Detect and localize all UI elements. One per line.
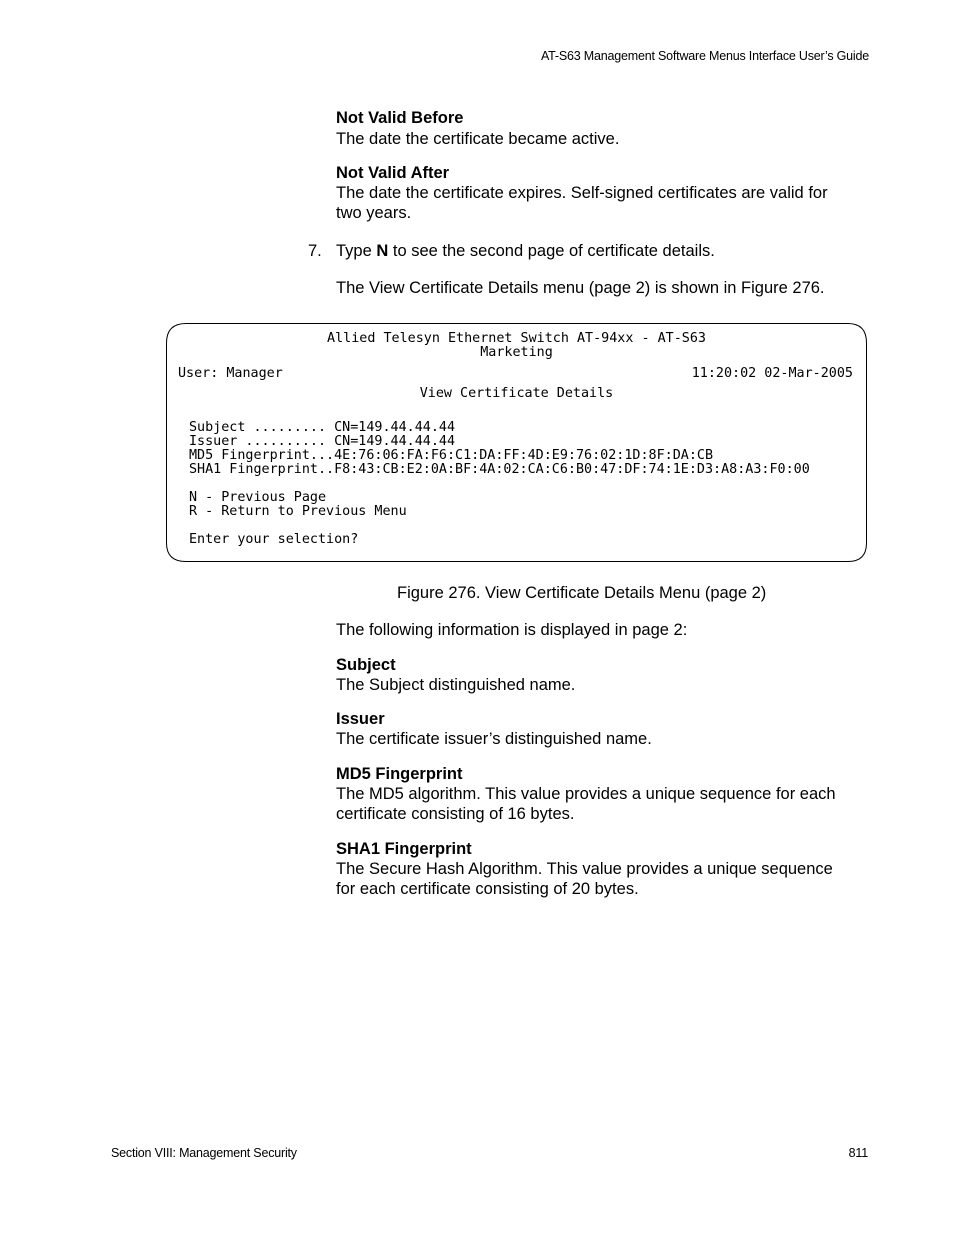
screen-issuer-line: Issuer .......... CN=149.44.44.44: [189, 434, 456, 449]
screen-timestamp: 11:20:02 02-Mar-2005: [691, 366, 853, 381]
desc-issuer: The certificate issuer’s distinguished name.: [336, 730, 652, 748]
intro-text: The following information is displayed in page 2:: [336, 621, 688, 639]
term-not-valid-after: Not Valid After: [336, 164, 450, 182]
term-subject: Subject: [336, 656, 396, 674]
desc-subject: The Subject distinguished name.: [336, 676, 576, 694]
footer-page-number: 811: [848, 1146, 868, 1160]
step-prefix: Type: [336, 242, 377, 260]
term-issuer: Issuer: [336, 710, 385, 728]
term-sha1-fingerprint: SHA1 Fingerprint: [336, 840, 472, 858]
desc-not-valid-after-cont: two years.: [336, 204, 412, 222]
screen-sha1-line: SHA1 Fingerprint..F8:43:CB:E2:0A:BF:4A:02:CA:C6:B0:47:DF:74:1E:D3:A8:A3:F0:00: [189, 462, 810, 477]
screen-option-previous-page: N - Previous Page: [189, 490, 327, 505]
screen-option-return: R - Return to Previous Menu: [189, 504, 407, 519]
term-not-valid-before: Not Valid Before: [336, 109, 464, 127]
desc-md5-fingerprint: The MD5 algorithm. This value provides a unique sequence for each: [336, 785, 836, 803]
step-note: The View Certificate Details menu (page 2) is shown in Figure 276.: [336, 279, 825, 297]
screen-md5-line: MD5 Fingerprint...4E:76:06:FA:F6:C1:DA:FF:4D:E9:76:02:1D:8F:DA:CB: [189, 448, 714, 463]
terminal-screen: [166, 323, 867, 562]
screen-menu-title: View Certificate Details: [419, 386, 614, 401]
screen-subject-line: Subject ......... CN=149.44.44.44: [189, 420, 456, 435]
running-header: AT-S63 Management Software Menus Interface User’s Guide: [540, 49, 869, 63]
desc-md5-fingerprint-cont: certificate consisting of 16 bytes.: [336, 805, 575, 823]
desc-not-valid-after: The date the certificate expires. Self-signed certificates are valid for: [336, 184, 828, 202]
term-md5-fingerprint: MD5 Fingerprint: [336, 765, 463, 783]
step-suffix: to see the second page of certificate details.: [388, 242, 715, 260]
screen-prompt: Enter your selection?: [189, 532, 359, 547]
desc-sha1-fingerprint-cont: for each certificate consisting of 20 bytes.: [336, 880, 639, 898]
step-key: N: [376, 242, 389, 260]
step-number: 7.: [308, 242, 322, 260]
screen-user-label: User: Manager: [178, 366, 283, 381]
step-instruction: [336, 241, 715, 261]
screen-title-line: Allied Telesyn Ethernet Switch AT-94xx - AT-S63: [327, 331, 706, 346]
desc-sha1-fingerprint: The Secure Hash Algorithm. This value provides a unique sequence: [336, 860, 833, 878]
figure-caption: Figure 276. View Certificate Details Menu (page 2): [397, 584, 767, 602]
screen-subtitle-line: Marketing: [480, 345, 553, 360]
footer-section: Section VIII: Management Security: [111, 1146, 297, 1160]
desc-not-valid-before: The date the certificate became active.: [336, 130, 620, 148]
